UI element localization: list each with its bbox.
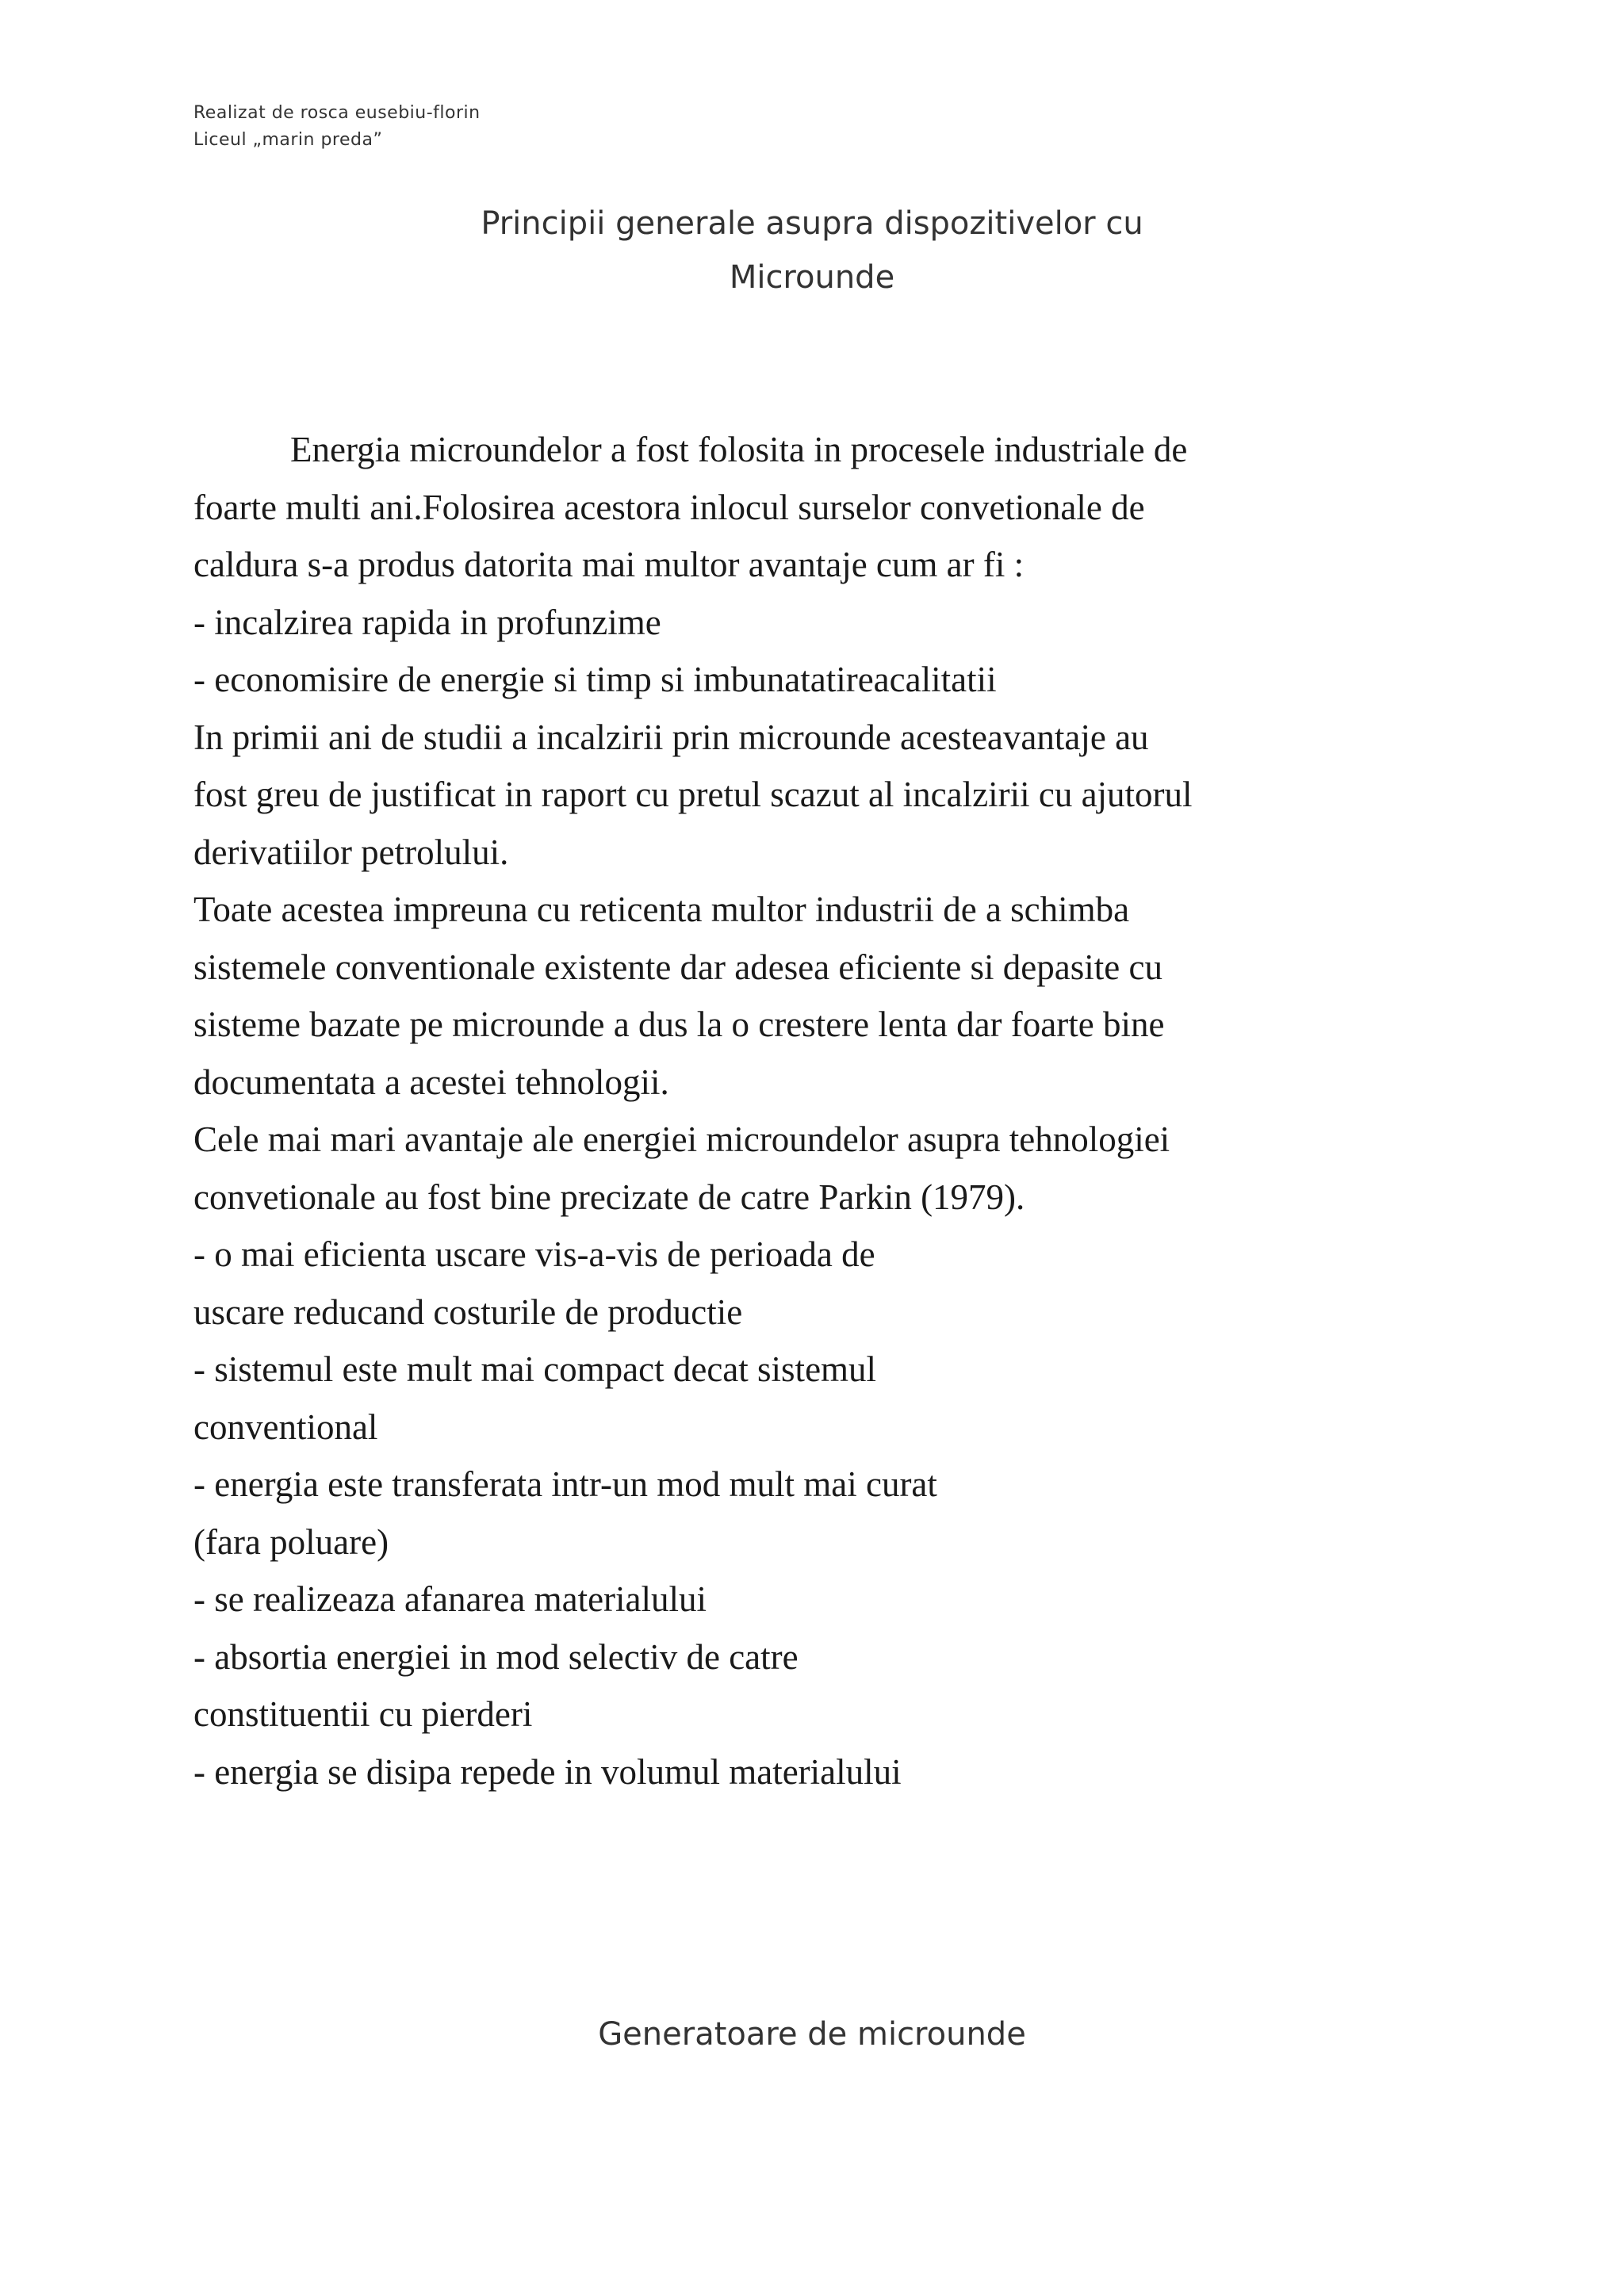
document-title — [0, 197, 1624, 304]
paragraph-line: convetionale au fost bine precizate de catre Parkin (1979). — [193, 1177, 1025, 1217]
list-item-continuation: conventional — [193, 1406, 378, 1447]
list-item: - energia se disipa repede in volumul materialului — [193, 1751, 902, 1792]
paragraph-line: fost greu de justificat in raport cu pretul scazut al incalzirii cu ajutorul — [193, 775, 1193, 814]
list-item-continuation: uscare reducand costurile de productie — [193, 1292, 743, 1332]
body-text — [193, 421, 1431, 1800]
paragraph-line: Cele mai mari avantaje ale energiei microundelor asupra tehnologiei — [193, 1119, 1170, 1159]
title-line-1: Principii generale asupra dispozitivelor cu — [481, 205, 1143, 242]
paragraph-line: Toate acestea impreuna cu reticenta multor industrii de a schimba — [193, 890, 1130, 929]
title-line-2: Microunde — [729, 259, 895, 296]
list-item: - absortia energiei in mod selectiv de catre — [193, 1636, 799, 1677]
list-item: - energia este transferata intr-un mod mult mai curat — [193, 1464, 937, 1504]
author-line: Realizat de rosca eusebiu-florin — [193, 103, 481, 123]
list-item: - incalzirea rapida in profunzime — [193, 602, 661, 642]
list-item-continuation: constituentii cu pierderi — [193, 1694, 533, 1734]
paragraph-line: foarte multi ani.Folosirea acestora inlocul surselor convetionale de — [193, 487, 1145, 527]
paragraph-line: derivatiilor petrolului. — [193, 832, 509, 872]
list-item: - sistemul este mult mai compact decat sistemul — [193, 1349, 877, 1389]
paragraph-line: caldura s-a produs datorita mai multor avantaje cum ar fi : — [193, 545, 1025, 584]
school-line: Liceul „marin preda” — [193, 130, 383, 150]
list-item: - economisire de energie si timp si imbunatatireacalitatii — [193, 660, 997, 699]
list-item-continuation: (fara poluare) — [193, 1521, 389, 1562]
list-item: - o mai eficienta uscare vis-a-vis de perioada de — [193, 1234, 875, 1274]
author-block — [193, 100, 481, 154]
paragraph-line: documentata a acestei tehnologii. — [193, 1062, 669, 1102]
paragraph-line: In primii ani de studii a incalzirii prin microunde acesteavantaje au — [193, 717, 1149, 757]
section-heading: Generatoare de microunde — [598, 2016, 1026, 2053]
paragraph-line: Energia microundelor a fost folosita in procesele industriale de — [290, 430, 1188, 469]
paragraph-line: sisteme bazate pe microunde a dus la o crestere lenta dar foarte bine — [193, 1004, 1165, 1044]
paragraph-line: sistemele conventionale existente dar adesea eficiente si depasite cu — [193, 947, 1162, 987]
list-item: - se realizeaza afanarea materialului — [193, 1579, 707, 1619]
